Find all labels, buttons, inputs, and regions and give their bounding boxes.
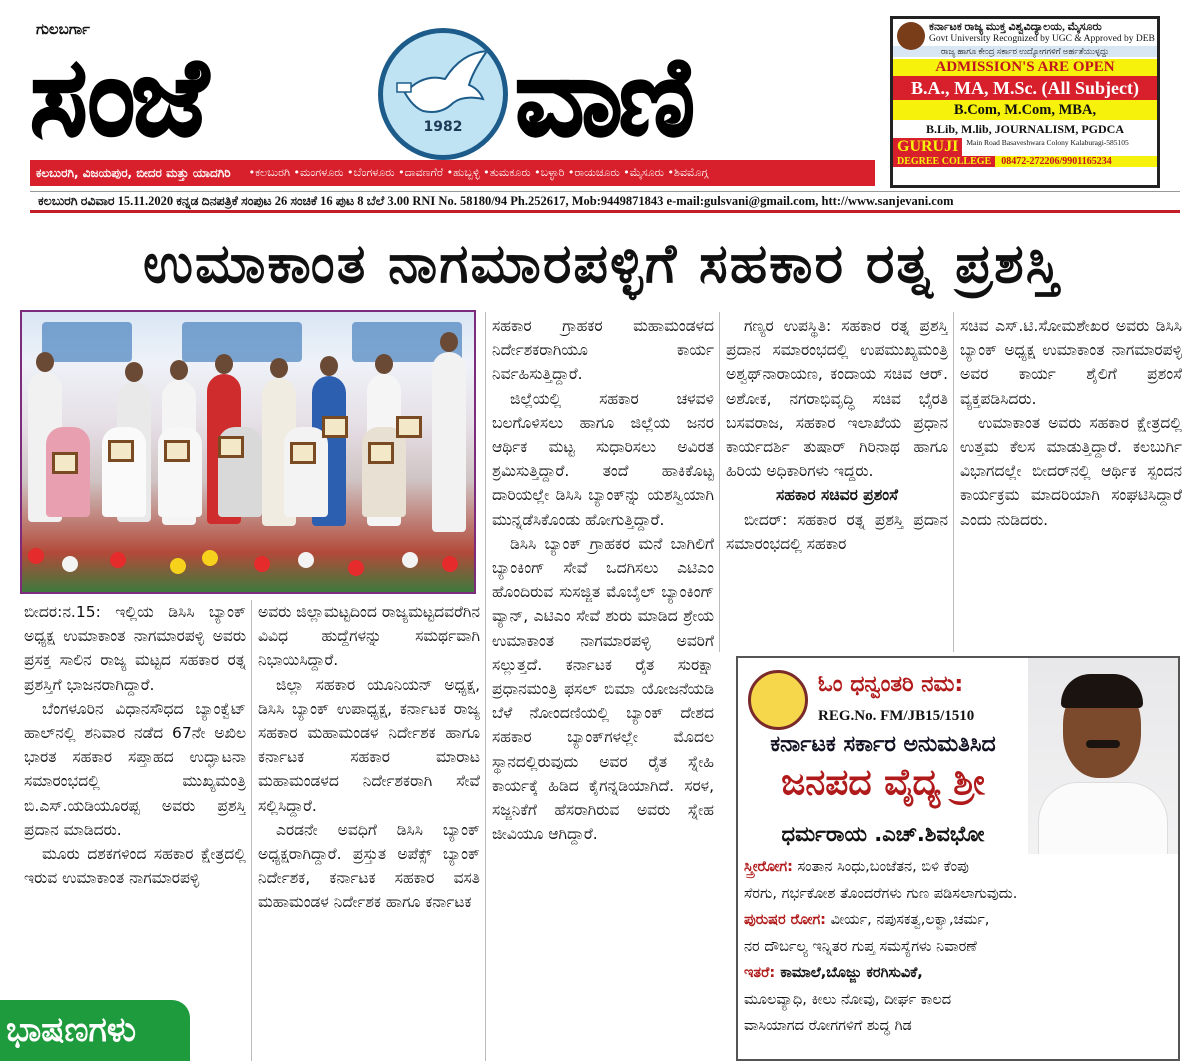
photo-person	[1038, 782, 1168, 854]
masthead-title-left: ಸಂಜೆ	[30, 34, 205, 160]
courses-line-2: B.Com, M.Com, MBA,	[893, 100, 1157, 120]
treatment-row	[744, 881, 1178, 908]
photo-flower	[254, 556, 270, 572]
edition-label: ಗುಲಬರ್ಗಾ	[36, 20, 90, 38]
award-plaque	[368, 442, 394, 464]
university-tagline: ರಾಜ್ಯ ಹಾಗೂ ಕೇಂದ್ರ ಸರ್ಕಾರ ಉದ್ಯೋಗಗಳಿಗೆ ಅರ್ಹತೆಯುಳ್ಳದ್ದು	[893, 46, 1157, 57]
admission-banner: ADMISSION'S ARE OPEN	[893, 59, 1157, 76]
article-paragraph: ಸಚಿವ ಎಸ್.ಟಿ.ಸೋಮಶೇಖರ ಅವರು ಡಿಸಿಸಿ ಬ್ಯಾಂಕ್ ಅಧ್ಯಕ್ಷ ಉಮಾಕಾಂತ ನಾಗಮಾರಪಳ್ಳಿ ಅವರ ಕಾರ್ಯ ಶೈಲಿಗೆ ಪ್ರಶಂಸೆ ವ್ಯಕ್ತಪಡಿಸಿದರು.	[960, 317, 1182, 408]
college-row	[893, 138, 1157, 156]
award-plaque	[218, 436, 244, 458]
award-plaque	[322, 416, 348, 438]
treatment-row	[744, 854, 1178, 881]
photo-person	[432, 352, 466, 532]
advert-practitioner-name: ಧರ್ಮರಾಯ .ಎಚ್.ಶಿವಭೋ	[781, 822, 985, 846]
article-paragraph: ಸಹಕಾರ ಗ್ರಾಹಕರ ಮಹಾಮಂಡಳದ ನಿರ್ದೇಶಕರಾಗಿಯೂ ಕಾರ್ಯ ನಿರ್ವಹಿಸುತ್ತಿದ್ದಾರೆ.	[492, 317, 714, 384]
university-seal-icon	[897, 22, 925, 50]
practitioner-photo	[1028, 658, 1178, 854]
advert-title: ಜನಪದ ವೈದ್ಯ ಶ್ರೀ	[781, 762, 985, 803]
photo-flower	[442, 556, 458, 572]
treatment-text: ಮೂಲವ್ಯಾಧಿ, ಕೀಲು ನೋವು, ದೀರ್ಘ ಕಾಲದ	[744, 991, 952, 1008]
photo-flower	[110, 552, 126, 568]
article-column-5	[960, 314, 1182, 652]
treatment-text: ಕಾಮಾಲೆ,ಬೊಜ್ಜು ಕರಗಿಸುವಿಕೆ,	[780, 965, 923, 981]
column-rule	[251, 600, 252, 1061]
photo-person	[125, 362, 143, 382]
treatment-text: ಸೆರಗು, ಗರ್ಭಕೋಶ ತೊಂದರೆಗಳು ಗುಣ ಪಡಿಸಲಾಗುವುದು.	[744, 885, 1018, 902]
article-paragraph: ಮೂರು ದಶಕಗಳಿಂದ ಸಹಕಾರ ಕ್ಷೇತ್ರದಲ್ಲಿ ಇರುವ ಉಮಾಕಾಂತ ನಾಗಮಾರಪಳ್ಳಿ	[24, 845, 246, 888]
university-recognition: Govt University Recognized by UGC & Approved by DEB	[929, 34, 1155, 45]
courses-line-1: B.A., MA, M.Sc. (All Subject)	[893, 76, 1157, 100]
college-address: Main Road Basaveshwara Colony Kalaburagi-585105	[966, 138, 1129, 148]
article-column-1	[24, 600, 246, 1000]
article-paragraph: ಉಮಾಕಾಂತ ಅವರು ಸಹಕಾರ ಕ್ಷೇತ್ರದಲ್ಲಿ ಉತ್ತಮ ಕೆಲಸ ಮಾಡುತ್ತಿದ್ದಾರೆ. ಕಲಬುರ್ಗಿ ವಿಭಾಗದಲ್ಲೇ ಬೀದರ್‌ನಲ್ಲಿ ಆರ್ಥಿಕ ಸ್ಪಂದನ ಕಾರ್ಯಕ್ರಮ ಮಾದರಿಯಾಗಿ ಸಂಘಟಿಸಿದ್ದಾರೆ ಎಂದು ನುಡಿದರು.	[960, 413, 1182, 529]
article-paragraph: ಜಿಲ್ಲಾ ಸಹಕಾರ ಯೂನಿಯನ್ ಅಧ್ಯಕ್ಷ, ಡಿಸಿಸಿ ಬ್ಯಾಂಕ್ ಉಪಾಧ್ಯಕ್ಷ, ಕರ್ನಾಟಕ ರಾಜ್ಯ ಸಹಕಾರ ಮಹಾಮಂಡಳ ನಿರ್ದೇಶಕ ಹಾಗೂ ಕರ್ನಾಟಕ ಸಹಕಾರ ಮಾರಾಟ ಮಹಾಮಂಡಳದ ನಿರ್ದೇಶಕರಾಗಿ ಸೇವೆ ಸಲ್ಲಿಸಿದ್ದಾರೆ.	[258, 675, 480, 815]
article-paragraph: ಜಿಲ್ಲೆಯಲ್ಲಿ ಸಹಕಾರ ಚಳವಳಿ ಬಲಗೊಳಿಸಲು ಹಾಗೂ ಜಿಲ್ಲೆಯ ಜನರ ಆರ್ಥಿಕ ಮಟ್ಟ ಸುಧಾರಿಸಲು ಅವಿರತ ಶ್ರಮಿಸುತ್ತಿದ್ದಾರೆ. ತಂದೆ ಹಾಕಿಕೊಟ್ಟ ದಾರಿಯಲ್ಲೇ ಡಿಸಿಸಿ ಬ್ಯಾಂಕ್‌ನ್ನು ಯಶಸ್ವಿಯಾಗಿ ಮುನ್ನಡೆಸಿಕೊಂಡು ಹೋಗುತ್ತಿದ್ದಾರೆ.	[492, 389, 714, 529]
award-plaque	[290, 442, 316, 464]
photo-person	[215, 354, 233, 374]
treatment-row	[744, 907, 1178, 934]
dove-logo	[378, 28, 508, 160]
headline: ಉಮಾಕಾಂತ ನಾಗಮಾರಪಳ್ಳಿಗೆ ಸಹಕಾರ ರತ್ನ ಪ್ರಶಸ್ತಿ	[143, 232, 1061, 295]
column-rule	[953, 312, 954, 652]
article-paragraph: ಅವರು ಜಿಲ್ಲಾಮಟ್ಟದಿಂದ ರಾಜ್ಯಮಟ್ಟದವರೆಗಿನ ವಿವಿಧ ಹುದ್ದೆಗಳನ್ನು ಸಮರ್ಥವಾಗಿ ನಿಭಾಯಿಸಿದ್ದಾರೆ.	[258, 603, 480, 670]
treatment-category: ಪುರುಷರ ರೋಗ:	[744, 912, 826, 928]
photo-flower	[28, 548, 44, 564]
award-plaque	[108, 440, 134, 462]
photo-person	[1061, 674, 1143, 708]
section-tab: ಭಾಷಣಗಳು	[0, 1000, 190, 1061]
photo-flower	[62, 556, 78, 572]
column-rule	[719, 312, 720, 652]
photo-person	[284, 427, 328, 517]
advert-om-line: ಓಂ ಧನ್ವಂತರಿ ನಮ:	[818, 672, 964, 697]
photo-person	[375, 354, 393, 374]
vaidya-advert	[736, 656, 1180, 1061]
treatment-text: ಸಂತಾನ ಸಿಂಧು,ಬಂಜೆತನ, ಬಿಳಿ ಕೆಂಪು	[797, 859, 969, 875]
award-plaque	[396, 416, 422, 438]
article-paragraph: ಬೀದರ್: ಸಹಕಾರ ರತ್ನ ಪ್ರಶಸ್ತಿ ಪ್ರದಾನ ಸಮಾರಂಭದಲ್ಲಿ ಸಹಕಾರ	[726, 510, 948, 553]
university-advert	[890, 16, 1160, 188]
treatment-row	[744, 1013, 1178, 1040]
article-paragraph: ಬೆಂಗಳೂರಿನ ವಿಧಾನಸೌಧದ ಬ್ಯಾಂಕ್ವೆಟ್ ಹಾಲ್‌ನಲ್ಲಿ ಶನಿವಾರ ನಡೆದ 67ನೇ ಅಖಿಲ ಭಾರತ ಸಹಕಾರ ಸಪ್ತಾಹದ ಉದ್ಘಾಟನಾ ಸಮಾರಂಭದಲ್ಲಿ ಮುಖ್ಯಮಂತ್ರಿ ಬಿ.ಎಸ್.ಯಡಿಯೂರಪ್ಪ ಅವರು ಪ್ರಶಸ್ತಿ ಪ್ರದಾನ ಮಾಡಿದರು.	[24, 699, 246, 839]
award-plaque	[164, 440, 190, 462]
article-subheading: ಸಹಕಾರ ಸಚಿವರ ಪ್ರಶಂಸೆ	[775, 486, 899, 505]
photo-person	[440, 332, 458, 352]
masthead-title-right: ವಾಣಿ	[515, 34, 691, 160]
advert-registration: REG.No. FM/JB15/1510	[818, 708, 975, 724]
treatment-list	[738, 854, 1178, 1040]
college-phone: 08472-272206/9901165234	[1001, 156, 1112, 168]
photo-flower	[170, 558, 186, 574]
award-plaque	[52, 452, 78, 474]
college-type: DEGREE COLLEGE	[893, 156, 995, 167]
photo-backdrop	[182, 322, 302, 362]
award-ceremony-photo	[20, 310, 476, 594]
photo-person	[270, 358, 288, 378]
edition-bar	[30, 160, 875, 186]
photo-flower	[402, 552, 418, 568]
cities-line: •ಕಲಬುರಗಿ •ಮಂಗಳೂರು •ಬೆಂಗಳೂರು •ದಾವಣಗೆರೆ •ಹುಬ್ಬಳ್ಳಿ •ತುಮಕೂರು •ಬಳ್ಳಾರಿ •ರಾಯಚೂರು •ಮೈಸೂರು •ಶಿವಮೊಗ್ಗ	[248, 166, 709, 179]
article-column-2	[258, 600, 480, 1040]
college-contact-row	[893, 156, 1157, 167]
photo-person	[362, 427, 406, 517]
treatment-text: ವಾಸಿಯಾಗದ ರೋಗಗಳಿಗೆ ಶುದ್ಧ ಗಿಡ	[744, 1018, 912, 1034]
university-name: ಕರ್ನಾಟಕ ರಾಜ್ಯ ಮುಕ್ತ ವಿಶ್ವವಿದ್ಯಾಲಯ, ಮೈಸೂರು	[893, 19, 1157, 34]
article-paragraph: ಎರಡನೇ ಅವಧಿಗೆ ಡಿಸಿಸಿ ಬ್ಯಾಂಕ್ ಅಧ್ಯಕ್ಷರಾಗಿದ್ದಾರೆ. ಪ್ರಸ್ತುತ ಅಪೆಕ್ಸ್ ಬ್ಯಾಂಕ್ ನಿರ್ದೇಶಕ, ಕರ್ನಾಟಕ ಸಹಕಾರ ವಸತಿ ಮಹಾಮಂಡಳ ನಿರ್ದೇಶಕ ಹಾಗೂ ಕರ್ನಾಟಕ	[258, 820, 480, 912]
dateline: ಕಲಬುರಗಿ ರವಿವಾರ 15.11.2020 ಕನ್ನಡ ದಿನಪತ್ರಿಕೆ ಸಂಪುಟ 26 ಸಂಚಿಕೆ 16 ಪುಟ 8 ಬೆಲೆ 3.00 RNI No. 58180/94 Ph.252617, Mob:9449871843 e-mail:gulsvani@gmail.com, htt://www.sanjevani.com	[30, 191, 1180, 213]
advert-permit: ಕರ್ನಾಟಕ ಸರ್ಕಾರ ಅನುಮತಿಸಿದ	[770, 732, 996, 757]
column-rule	[485, 312, 486, 1061]
article-column-4	[726, 314, 948, 652]
treatment-text: ವೀರ್ಯ, ನಪುಸಕತ್ವ,ಲಕ್ವಾ,ಚರ್ಮ,	[830, 912, 990, 928]
article-paragraph: ಬೀದರ:ನ.15: ಇಲ್ಲಿಯ ಡಿಸಿಸಿ ಬ್ಯಾಂಕ್ ಅಧ್ಯಕ್ಷ ಉಮಾಕಾಂತ ನಾಗಮಾರಪಳ್ಳಿ ಅವರು ಪ್ರಸಕ್ತ ಸಾಲಿನ ರಾಜ್ಯ ಮಟ್ಟದ ಸಹಕಾರ ರತ್ನ ಪ್ರಶಸ್ತಿಗೆ ಭಾಜನರಾಗಿದ್ದಾರೆ.	[24, 603, 246, 694]
photo-person	[36, 352, 54, 372]
treatment-row	[744, 987, 1178, 1014]
photo-flower	[348, 560, 364, 576]
photo-person	[170, 360, 188, 380]
photo-backdrop	[42, 322, 132, 362]
courses-line-3: B.Lib, M.lib, JOURNALISM, PGDCA	[925, 122, 1125, 137]
article-paragraph: ಡಿಸಿಸಿ ಬ್ಯಾಂಕ್ ಗ್ರಾಹಕರ ಮನೆ ಬಾಗಿಲಿಗೆ ಬ್ಯಾಂಕಿಂಗ್ ಸೇವೆ ಒದಗಿಸಲು ಎಟಿಎಂ ಹೊಂದಿರುವ ಸುಸಜ್ಜಿತ ಮೊಬೈಲ್ ಬ್ಯಾಂಕಿಂಗ್ ವ್ಯಾನ್, ಎಟಿಎಂ ಸೇವೆ ಶುರು ಮಾಡಿದ ಶ್ರೇಯ ಉಮಾಕಾಂತ ನಾಗಮಾರಪಳ್ಳಿ ಅವರಿಗೆ ಸಲ್ಲುತ್ತದೆ. ಕರ್ನಾಟಕ ರೈತ ಸುರಕ್ಷಾ ಪ್ರಧಾನಮಂತ್ರಿ ಫಸಲ್ ಬಿಮಾ ಯೋಜನೆಯಡಿ ಬೆಳೆ ನೋಂದಣಿಯಲ್ಲಿ ಬ್ಯಾಂಕ್ ದೇಶದ ಸಹಕಾರ ಬ್ಯಾಂಕ್‌ಗಳಲ್ಲೇ ಮೊದಲ ಸ್ಥಾನದಲ್ಲಿರುವುದು ಅವರ ರೈತ ಸ್ನೇಹಿ ಕಾರ್ಯಕ್ಕೆ ಹಿಡಿದ ಕೈಗನ್ನಡಿಯಾಗಿದೆ. ಸರಳ, ಸಜ್ಜನಿಕೆಗೆ ಹೆಸರಾಗಿರುವ ಅವರು ಸ್ನೇಹ ಜೀವಿಯೂ ಆಗಿದ್ದಾರೆ.	[492, 534, 714, 844]
treatment-category: ಸ್ತ್ರೀರೋಗ:	[744, 859, 793, 875]
article-paragraph: ಗಣ್ಯರ ಉಪಸ್ಥಿತಿ: ಸಹಕಾರ ರತ್ನ ಪ್ರಶಸ್ತಿ ಪ್ರದಾನ ಸಮಾರಂಭದಲ್ಲಿ ಉಪಮುಖ್ಯಮಂತ್ರಿ ಅಶ್ವಥ್‌ನಾರಾಯಣ, ಕಂದಾಯ ಸಚಿವ ಆರ್. ಅಶೋಕ, ನಗರಾಭಿವೃದ್ಧಿ ಸಚಿವ ಭೈರತಿ ಬಸವರಾಜ, ಸಹಕಾರ ಇಲಾಖೆಯ ಪ್ರಧಾನ ಕಾರ್ಯದರ್ಶಿ ತುಷಾರ್ ಗಿರಿನಾಥ ಹಾಗೂ ಹಿರಿಯ ಅಧಿಕಾರಿಗಳು ಇದ್ದರು.	[726, 317, 948, 481]
photo-person	[1086, 740, 1120, 748]
photo-flower	[202, 550, 218, 566]
dove-icon	[383, 33, 503, 155]
treatment-row	[744, 934, 1178, 961]
logo-year: 1982	[423, 119, 463, 135]
article-column-3	[492, 314, 714, 1038]
college-name: GURUJI	[893, 138, 962, 156]
photo-flower	[298, 552, 314, 568]
treatment-category: ಇತರೆ:	[744, 965, 776, 981]
treatment-text: ನರ ದೌರ್ಬಲ್ಯ ಇನ್ನಿತರ ಗುಪ್ತ ಸಮಸ್ಯೆಗಳು ನಿವಾರಣೆ	[744, 938, 977, 955]
editions-line: ಕಲಬುರಗಿ, ವಿಜಯಪುರ, ಬೀದರ ಮತ್ತು ಯಾದಗಿರಿ	[36, 165, 231, 180]
treatment-row	[744, 960, 1178, 987]
dhanvantari-logo-icon	[748, 670, 808, 730]
photo-person	[320, 356, 338, 376]
